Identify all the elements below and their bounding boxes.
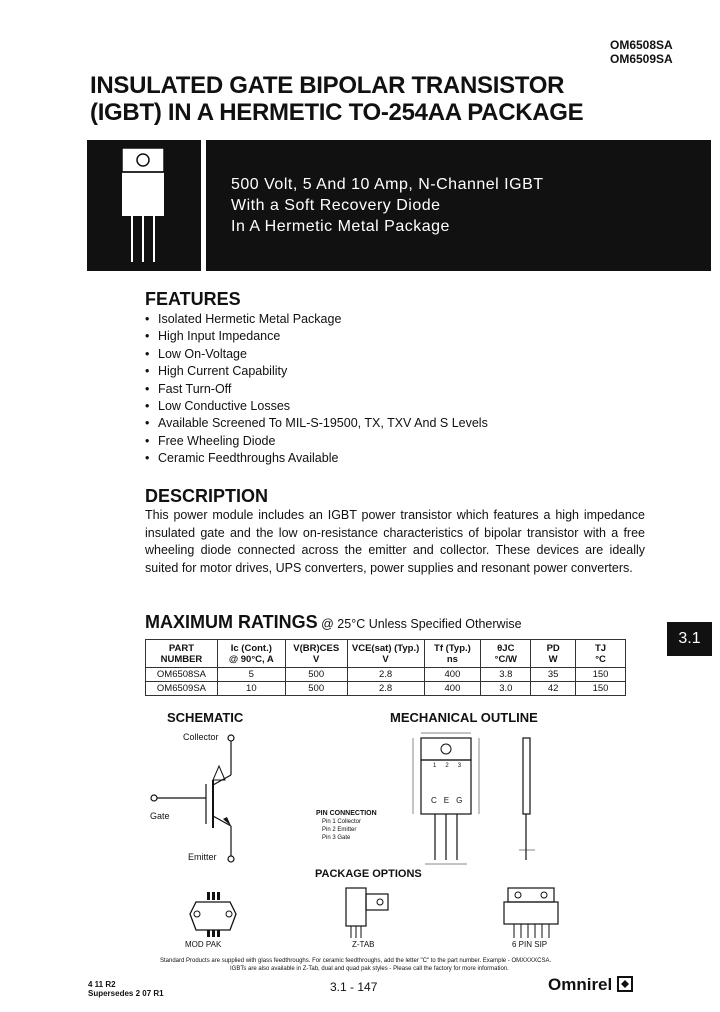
brand-mark-icon bbox=[617, 976, 633, 992]
mechanical-heading: MECHANICAL OUTLINE bbox=[390, 710, 538, 725]
gate-label: Gate bbox=[150, 811, 170, 821]
pin-connection-item: Pin 2 Emitter bbox=[322, 827, 357, 833]
title-line: (IGBT) IN A HERMETIC TO-254AA PACKAGE bbox=[90, 99, 584, 126]
column-header: V(BR)CES V bbox=[285, 640, 347, 668]
feature-item: • Low Conductive Losses bbox=[145, 398, 665, 415]
column-header: θJC °C/W bbox=[481, 640, 531, 668]
feature-item: • Available Screened To MIL-S-19500, TX, TXV And S Levels bbox=[145, 415, 665, 432]
ratings-subtitle: @ 25°C Unless Specified Otherwise bbox=[321, 617, 522, 631]
table-header-row bbox=[146, 640, 626, 668]
table-row bbox=[146, 668, 626, 682]
part-number: OM6508SA bbox=[610, 38, 673, 52]
feature-item: • High Current Capability bbox=[145, 363, 665, 380]
table-cell: 42 bbox=[531, 682, 576, 696]
table-cell: 500 bbox=[285, 668, 347, 682]
footnote bbox=[160, 957, 620, 973]
banner-line: With a Soft Recovery Diode bbox=[231, 197, 441, 214]
pin-connection-box bbox=[316, 810, 377, 842]
revision-info bbox=[88, 980, 164, 998]
package-label: Z-TAB bbox=[352, 940, 375, 949]
description-text: This power module includes an IGBT power transistor which features a high impedance insulated gate and the low on-resistance characteristics of bipolar transistor with a free wheeling diode connected across the emitter and collector. These devices are ideally suited for motor drives, UPS converters, power supplies and resonant power converters. bbox=[145, 508, 645, 575]
banner-line: In A Hermetic Metal Package bbox=[231, 218, 450, 235]
to254-package-icon bbox=[87, 140, 201, 271]
feature-item: • High Input Impedance bbox=[145, 328, 665, 345]
part-number: OM6509SA bbox=[610, 52, 673, 66]
features-list bbox=[145, 311, 665, 468]
diode-symbol bbox=[213, 766, 225, 780]
pin-letter-row: CEG bbox=[431, 796, 470, 805]
schematic-heading: SCHEMATIC bbox=[167, 710, 244, 725]
six-pin-sip-icon bbox=[500, 886, 562, 940]
feature-item: • Free Wheeling Diode bbox=[145, 433, 665, 450]
brand-name: Omnirel bbox=[548, 975, 613, 994]
igbt-schematic-diagram bbox=[145, 730, 255, 870]
column-header: PART NUMBER bbox=[146, 640, 218, 668]
column-header: Ic (Cont.) @ 90°C, A bbox=[217, 640, 285, 668]
column-header: VCE(sat) (Typ.) V bbox=[347, 640, 424, 668]
collector-label: Collector bbox=[183, 732, 219, 742]
table-cell: 400 bbox=[424, 668, 481, 682]
ratings-heading bbox=[145, 612, 522, 633]
description-heading: DESCRIPTION bbox=[145, 486, 269, 506]
product-summary-banner bbox=[206, 140, 711, 271]
table-cell: 5 bbox=[217, 668, 285, 682]
pin-connection-item: Pin 1 Collector bbox=[322, 819, 362, 825]
table-cell: 3.8 bbox=[481, 668, 531, 682]
footnote-line: Standard Products are supplied with glass feedthroughs. For ceramic feedthroughs, add the letter "C" to the part number. Example - OMXXXXCSA. bbox=[160, 958, 552, 964]
feature-item: • Fast Turn-Off bbox=[145, 381, 665, 398]
column-header: Tf (Typ.) ns bbox=[424, 640, 481, 668]
pin-connection-item: Pin 3 Gate bbox=[322, 835, 351, 841]
pin-number-row: 123 bbox=[433, 763, 471, 769]
table-cell: 10 bbox=[217, 682, 285, 696]
package-illustration-panel bbox=[87, 140, 201, 271]
features-heading: FEATURES bbox=[145, 289, 241, 309]
table-cell: 400 bbox=[424, 682, 481, 696]
part-number-block bbox=[610, 38, 710, 66]
pin-connection-title: PIN CONNECTION bbox=[316, 810, 377, 817]
table-cell: OM6509SA bbox=[146, 682, 218, 696]
package-label: 6 PIN SIP bbox=[512, 940, 548, 949]
mechanical-outline-drawing bbox=[395, 728, 555, 868]
table-cell: 2.8 bbox=[347, 668, 424, 682]
ratings-title: MAXIMUM RATINGS bbox=[145, 612, 318, 632]
table-cell: 2.8 bbox=[347, 682, 424, 696]
brand-logo bbox=[548, 975, 633, 995]
z-tab-icon bbox=[336, 886, 392, 940]
package-options-heading: PACKAGE OPTIONS bbox=[315, 868, 422, 880]
table-cell: 500 bbox=[285, 682, 347, 696]
feature-item: • Low On-Voltage bbox=[145, 346, 665, 363]
title-line: INSULATED GATE BIPOLAR TRANSISTOR bbox=[90, 72, 565, 99]
table-cell: OM6508SA bbox=[146, 668, 218, 682]
package-label: MOD PAK bbox=[185, 940, 222, 949]
mod-pak-icon bbox=[188, 890, 238, 938]
banner-line: 500 Volt, 5 And 10 Amp, N-Channel IGBT bbox=[231, 176, 544, 193]
footnote-line: IGBTs are also available in Z-Tab, dual and quad pak styles - Please call the factory for more information. bbox=[230, 966, 509, 972]
feature-item: • Isolated Hermetic Metal Package bbox=[145, 311, 665, 328]
revision-line: Supersedes 2 07 R1 bbox=[88, 989, 164, 998]
revision-line: 4 11 R2 bbox=[88, 980, 116, 989]
table-cell: 35 bbox=[531, 668, 576, 682]
section-tab: 3.1 bbox=[667, 622, 712, 656]
table-cell: 150 bbox=[576, 682, 626, 696]
table-cell: 3.0 bbox=[481, 682, 531, 696]
page-number: 3.1 - 147 bbox=[330, 980, 378, 994]
feature-item: • Ceramic Feedthroughs Available bbox=[145, 450, 665, 467]
table-cell: 150 bbox=[576, 668, 626, 682]
column-header: PD W bbox=[531, 640, 576, 668]
table-row bbox=[146, 682, 626, 696]
emitter-label: Emitter bbox=[188, 852, 217, 862]
column-header: TJ °C bbox=[576, 640, 626, 668]
ratings-table bbox=[145, 639, 626, 696]
page-title bbox=[90, 72, 650, 126]
